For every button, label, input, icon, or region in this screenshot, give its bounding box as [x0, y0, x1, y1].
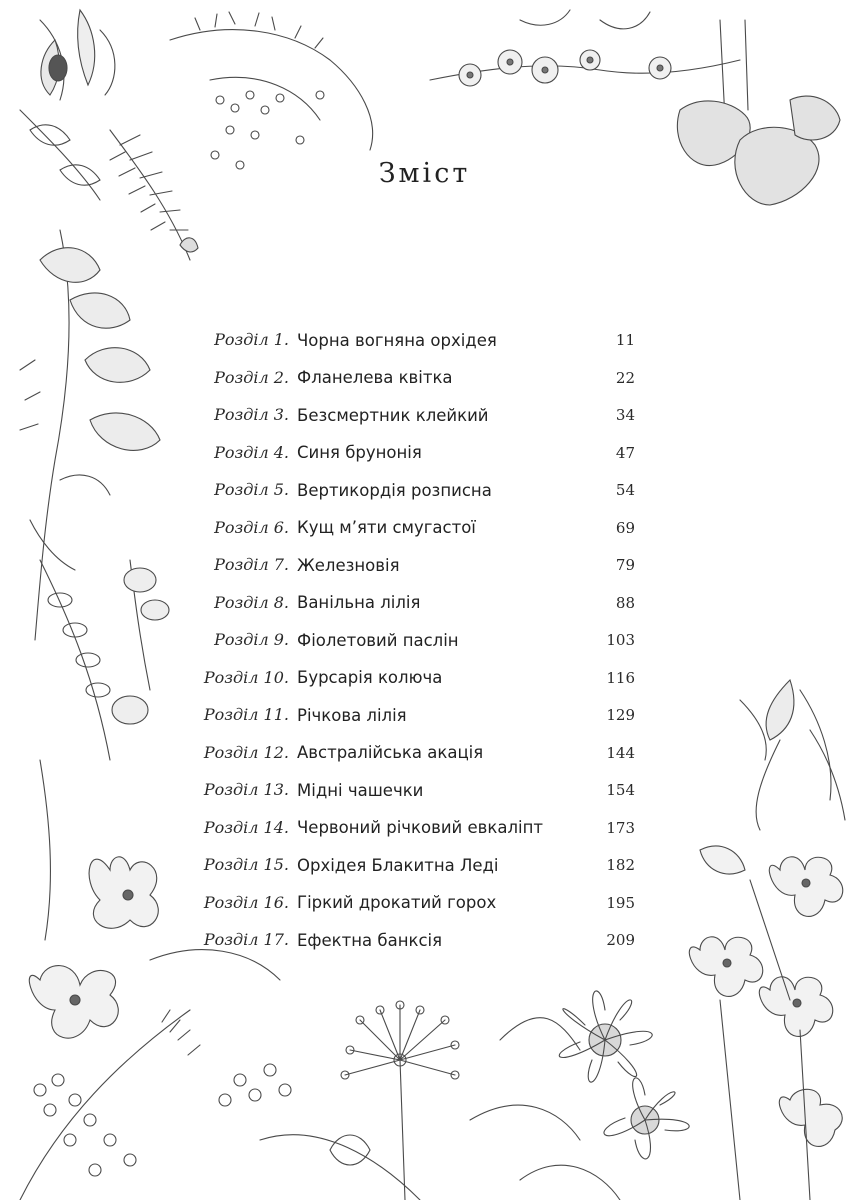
dot-leader [434, 438, 575, 468]
chapter-title: Мідні чашечки [297, 780, 424, 800]
page-number: 47 [615, 443, 635, 462]
toc-row[interactable] [0, 888, 849, 918]
chapter-label: Розділ 1. [214, 330, 289, 349]
chapter-label: Розділ 14. [203, 817, 289, 837]
chapter-title: Гіркий дрокатий горох [297, 893, 497, 912]
toc-row[interactable] [0, 325, 849, 355]
dot-leader [495, 738, 575, 768]
dot-leader [509, 325, 575, 355]
chapter-label: Розділ 5. [214, 480, 289, 499]
page-number: 144 [606, 743, 635, 762]
chapter-label: Розділ 17. [203, 930, 289, 949]
chapter-label: Розділ 2. [214, 367, 289, 387]
page-number: 11 [615, 331, 635, 349]
dot-leader [508, 888, 575, 918]
chapter-title: Червоний річковий евкаліпт [297, 818, 544, 837]
chapter-title: Річкова лілія [297, 705, 407, 725]
dot-leader [504, 475, 575, 505]
dot-leader [471, 625, 575, 655]
chapter-title: Железновія [297, 555, 400, 575]
bottom-wattle-icon [20, 1010, 420, 1200]
chapter-title: Фланелева квітка [297, 368, 453, 387]
top-vine-icon [170, 12, 373, 169]
chapter-title: Фіолетовий паслін [297, 630, 459, 650]
flannel-flower-icon [470, 991, 689, 1200]
toc-row[interactable] [0, 663, 849, 693]
dot-leader [555, 813, 575, 843]
chapter-title: Синя брунонія [297, 443, 422, 462]
chapter-label: Розділ 7. [214, 555, 289, 574]
chapter-title: Ефектна банксія [297, 930, 443, 950]
dot-leader [432, 588, 575, 618]
dot-leader [412, 550, 575, 580]
dot-leader [435, 775, 575, 805]
chapter-label: Розділ 12. [203, 742, 289, 762]
page-number: 88 [615, 593, 635, 612]
chapter-title: Кущ м’яти смугастої [297, 518, 476, 537]
toc-row[interactable] [0, 850, 849, 880]
chapter-label: Розділ 6. [214, 517, 289, 537]
chapter-title: Чорна вогняна орхідея [297, 330, 497, 350]
page-number: 79 [615, 556, 635, 574]
dot-leader [465, 363, 575, 393]
toc-row[interactable] [0, 625, 849, 655]
chapter-title: Австралійська акація [297, 743, 484, 762]
chapter-label: Розділ 11. [203, 705, 289, 724]
page-number: 116 [606, 668, 635, 687]
page-number: 54 [615, 481, 635, 499]
chapter-title: Бурсарія колюча [297, 668, 443, 687]
bottom-center-burst-icon [341, 1001, 459, 1200]
page-number: 154 [606, 781, 635, 799]
toc-row[interactable] [0, 813, 849, 843]
toc-row[interactable] [0, 513, 849, 543]
chapter-title: Безсмертник клейкий [297, 405, 489, 425]
page-number: 195 [606, 893, 635, 912]
dot-leader [501, 400, 575, 430]
toc-row[interactable] [0, 475, 849, 505]
page-number: 22 [615, 368, 635, 387]
dot-leader [454, 663, 575, 693]
chapter-label: Розділ 15. [203, 855, 289, 874]
fern-leaves-icon [110, 130, 198, 260]
page-title: Зміст [378, 158, 471, 189]
chapter-title: Вертикордія розписна [297, 480, 492, 500]
page-number: 173 [606, 818, 635, 837]
toc-row[interactable] [0, 700, 849, 730]
dot-leader [511, 850, 575, 880]
dot-leader [454, 925, 575, 955]
page-number: 69 [615, 518, 635, 537]
toc-row[interactable] [0, 550, 849, 580]
chapter-title: Орхідея Блакитна Леді [297, 855, 499, 875]
toc-row[interactable] [0, 400, 849, 430]
page-number: 34 [615, 406, 635, 424]
toc-row[interactable] [0, 438, 849, 468]
dot-leader [419, 700, 575, 730]
chapter-title: Ванільна лілія [297, 593, 421, 612]
toc-row[interactable] [0, 363, 849, 393]
dot-leader [488, 513, 575, 543]
page-number: 129 [606, 706, 635, 724]
chapter-label: Розділ 10. [203, 667, 289, 687]
toc-row[interactable] [0, 738, 849, 768]
chapter-label: Розділ 8. [214, 592, 289, 612]
chapter-label: Розділ 9. [214, 630, 289, 649]
toc-row[interactable] [0, 588, 849, 618]
page-number: 209 [606, 931, 635, 949]
chapter-label: Розділ 13. [203, 780, 289, 799]
chapter-label: Розділ 3. [214, 405, 289, 424]
toc-row[interactable] [0, 775, 849, 805]
page-number: 103 [606, 631, 635, 649]
chapter-label: Розділ 4. [214, 442, 289, 462]
toc-row[interactable] [0, 925, 849, 955]
page-number: 182 [606, 856, 635, 874]
chapter-label: Розділ 16. [203, 892, 289, 912]
